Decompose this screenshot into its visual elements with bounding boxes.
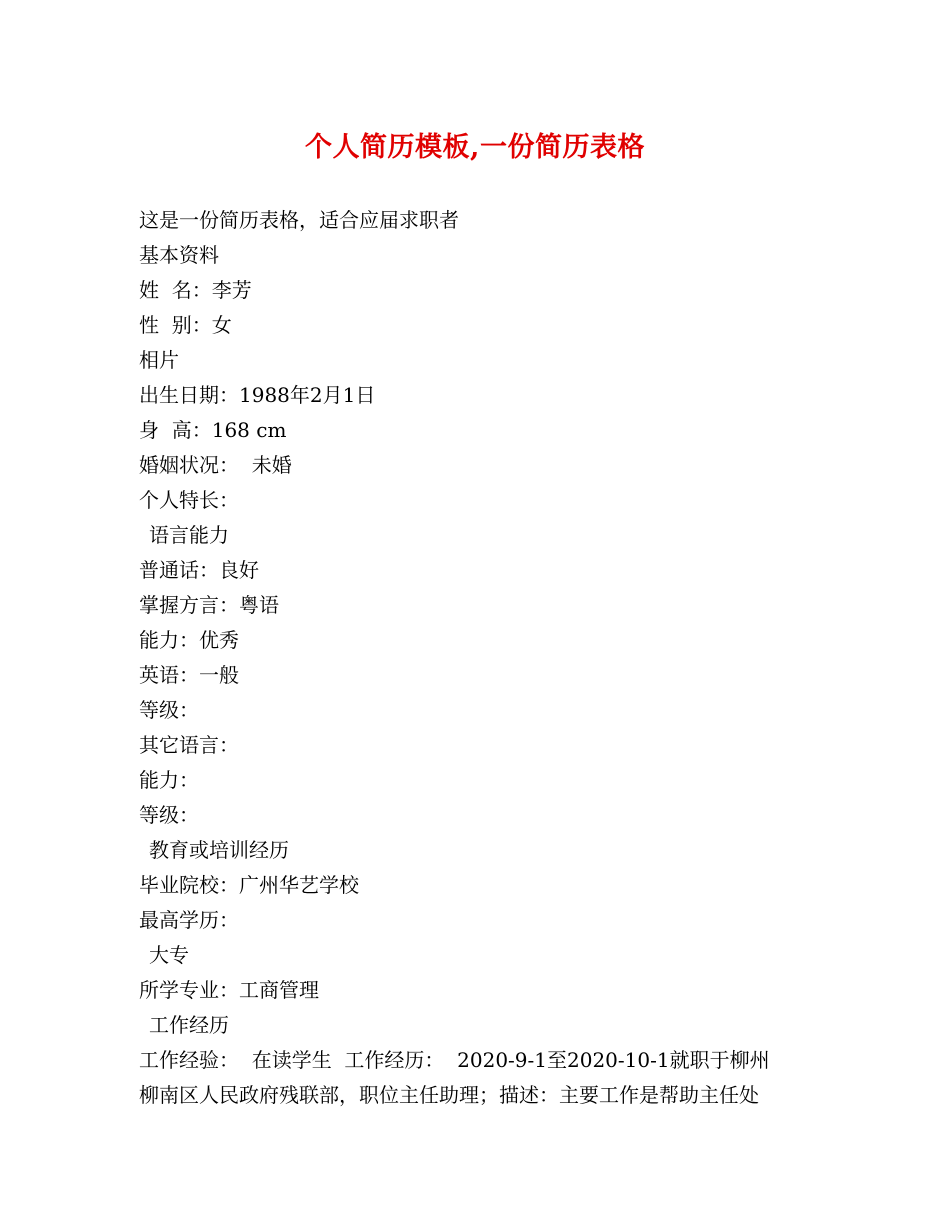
section-basic-info: 基本资料 bbox=[139, 243, 219, 267]
document-body bbox=[139, 203, 839, 1113]
intro-line: 这是一份简历表格，适合应届求职者 bbox=[139, 208, 459, 232]
section-education: 教育或培训经历 bbox=[149, 838, 289, 862]
photo-label: 相片 bbox=[139, 348, 179, 372]
highest-degree-line: 最高学历： bbox=[139, 908, 239, 932]
specialties-line: 个人特长： bbox=[139, 488, 239, 512]
other-language-line: 其它语言： bbox=[139, 733, 239, 757]
school-line: 毕业院校：广州华艺学校 bbox=[139, 873, 359, 897]
degree-value: 大专 bbox=[149, 943, 189, 967]
marital-status-line: 婚姻状况： 未婚 bbox=[139, 453, 292, 477]
other-language-ability-line: 能力： bbox=[139, 768, 199, 792]
birthdate-line: 出生日期：1988年2月1日 bbox=[139, 383, 376, 407]
english-level-line: 等级： bbox=[139, 698, 199, 722]
other-language-level-line: 等级： bbox=[139, 803, 199, 827]
english-line: 英语：一般 bbox=[139, 663, 239, 687]
section-work-history: 工作经历 bbox=[149, 1013, 229, 1037]
height-line: 身 高：168 cm bbox=[139, 418, 287, 442]
gender-line: 性 别：女 bbox=[139, 313, 232, 337]
work-experience-line: 工作经验： 在读学生 工作经历： 2020-9-1至2020-10-1就职于柳州 bbox=[139, 1048, 770, 1072]
major-line: 所学专业：工商管理 bbox=[139, 978, 319, 1002]
work-description-line: 柳南区人民政府残联部，职位主任助理；描述：主要工作是帮助主任处 bbox=[139, 1083, 759, 1107]
document-title: 个人简历模板,一份简历表格 bbox=[305, 132, 645, 163]
section-language-ability: 语言能力 bbox=[149, 523, 229, 547]
ability-line: 能力：优秀 bbox=[139, 628, 239, 652]
mandarin-line: 普通话：良好 bbox=[139, 558, 259, 582]
name-line: 姓 名：李芳 bbox=[139, 278, 252, 302]
dialect-line: 掌握方言：粤语 bbox=[139, 593, 279, 617]
